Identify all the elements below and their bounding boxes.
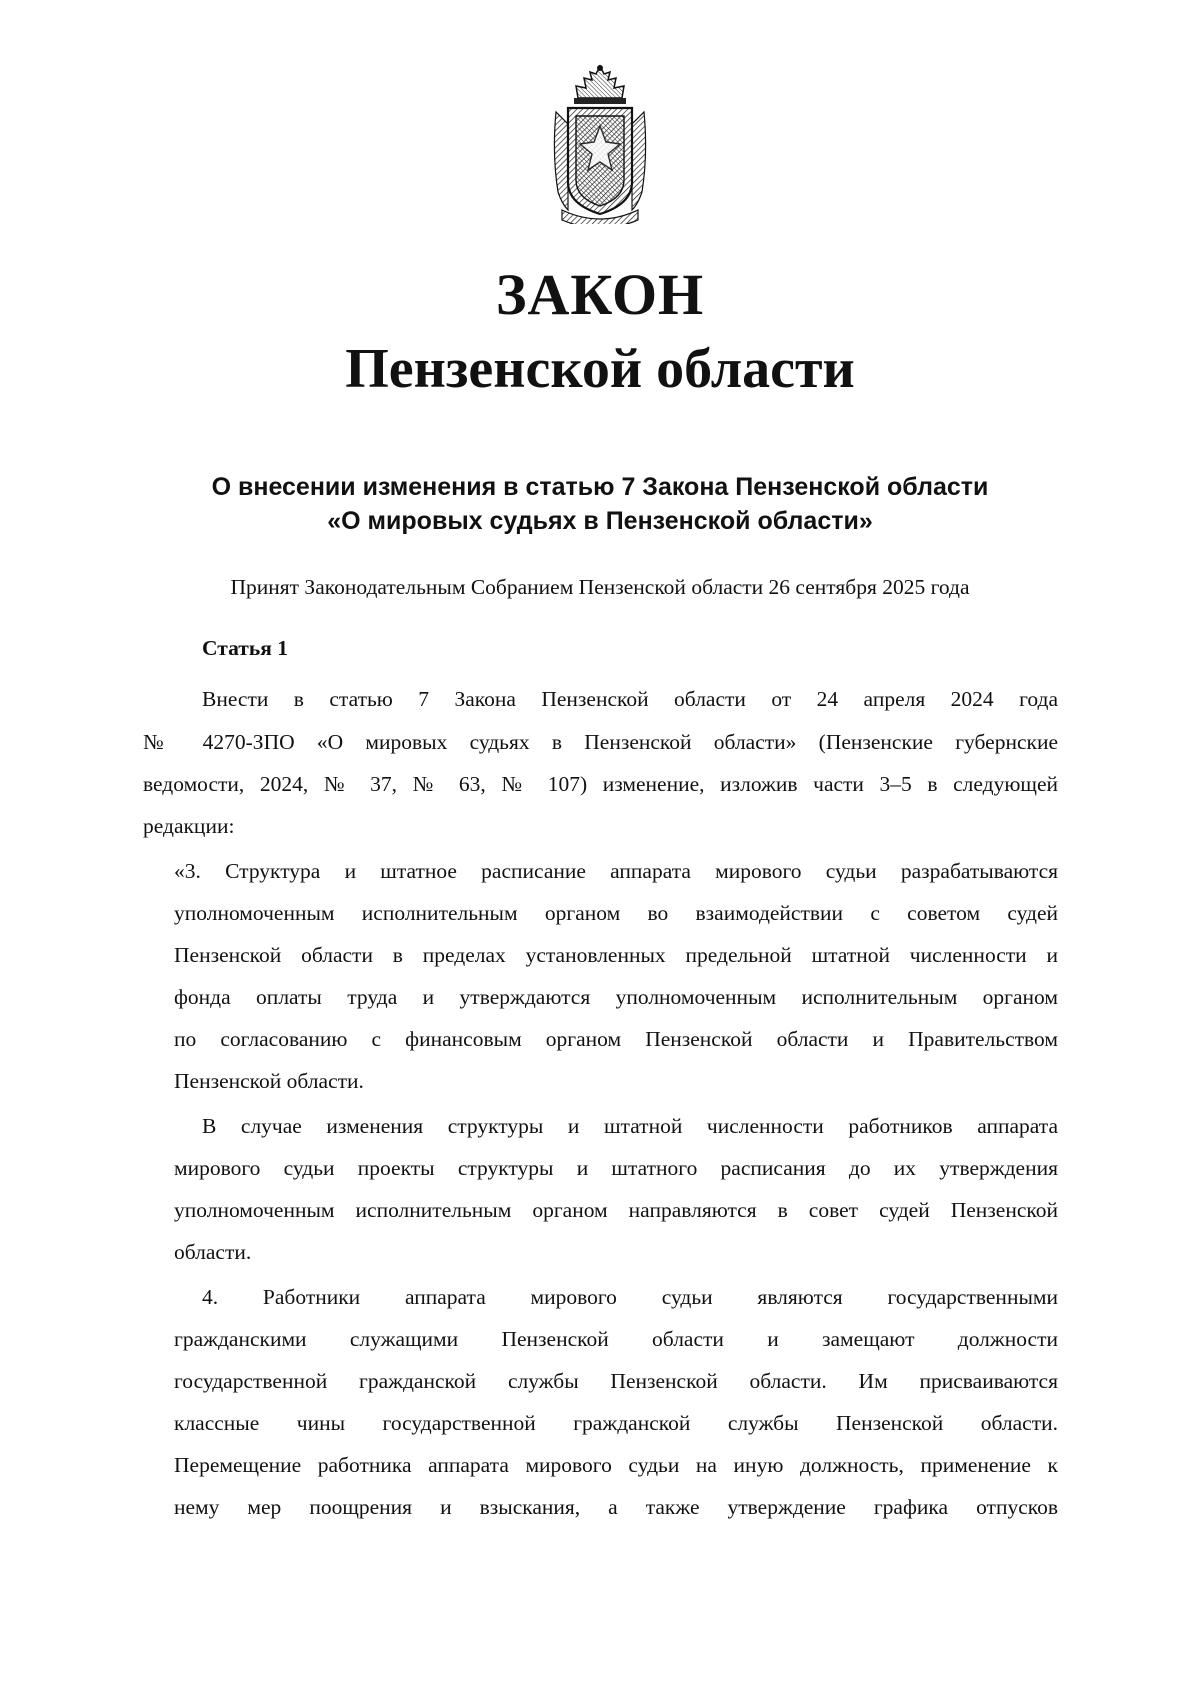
text-line: № 4270-ЗПО «О мировых судьях в Пензенской области» (Пензенские губернские	[143, 730, 1058, 754]
text-line: Внести в статью 7 Закона Пензенской области от 24 апреля 2024 года	[202, 687, 1058, 711]
text-line: уполномоченным исполнительным органом во взаимодействии с советом судей	[174, 901, 1058, 925]
law-subject-line: «О мировых судьях в Пензенской области»	[327, 507, 873, 535]
text-line: уполномоченным исполнительным органом направляются в совет судей Пензенской	[174, 1198, 1058, 1222]
text-line: нему мер поощрения и взыскания, а также утверждение графика отпусков	[174, 1495, 1058, 1519]
text-line: Перемещение работника аппарата мирового судьи на иную должность, применение к	[174, 1453, 1058, 1477]
law-subject	[100, 470, 1100, 538]
text-line: редакции:	[143, 814, 235, 838]
adoption-note: Принят Законодательным Собранием Пензенской области 26 сентября 2025 года	[230, 575, 970, 599]
text-line: Пензенской области.	[174, 1069, 364, 1093]
text-line: по согласованию с финансовым органом Пензенской области и Правительством	[174, 1027, 1058, 1051]
region-heading: Пензенской области	[345, 338, 855, 400]
text-line: В случае изменения структуры и штатной численности работников аппарата	[202, 1114, 1058, 1138]
text-line: классные чины государственной гражданской службы Пензенской области.	[174, 1411, 1058, 1435]
text-line: области.	[174, 1240, 252, 1264]
text-line: ведомости, 2024, № 37, № 63, № 107) изменение, изложив части 3–5 в следующей	[143, 772, 1058, 796]
text-line: Пензенской области в пределах установленных предельной штатной численности и	[174, 943, 1058, 967]
text-line: государственной гражданской службы Пензенской области. Им присваиваются	[174, 1369, 1058, 1393]
text-line: гражданскими служащими Пензенской области и замещают должности	[174, 1327, 1058, 1351]
text-line: «3. Структура и штатное расписание аппарата мирового судьи разрабатываются	[174, 859, 1058, 883]
article-heading: Статья 1	[202, 636, 288, 660]
law-subject-line: О внесении изменения в статью 7 Закона Пензенской области	[211, 473, 989, 501]
text-line: мирового судьи проекты структуры и штатного расписания до их утверждения	[174, 1156, 1058, 1180]
coat-of-arms-emblem	[548, 64, 652, 224]
text-line: 4. Работники аппарата мирового судьи являются государственными	[202, 1285, 1058, 1309]
law-heading: ЗАКОН	[495, 262, 705, 327]
text-line: фонда оплаты труда и утверждаются уполномоченным исполнительным органом	[174, 985, 1058, 1009]
